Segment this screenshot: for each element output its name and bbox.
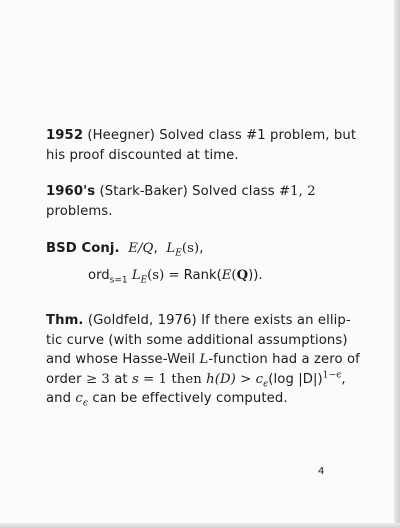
thm-line4-exp: 1−ϵ: [322, 370, 342, 381]
thm-line5-eps: ϵ: [82, 398, 89, 409]
thm-line4-log: (log |D|): [268, 371, 323, 387]
bsd-rank-E: E: [221, 268, 232, 283]
page-edge-right: [394, 0, 400, 528]
stark-baker-text: (Stark-Baker) Solved class: [95, 184, 279, 199]
bsd-conjecture-heading: BSD Conj. E/Q, $L_E(s)$,: [46, 241, 204, 259]
thm-line4-s: s: [131, 371, 139, 387]
bsd-ord-sub: s=1: [109, 275, 128, 286]
bsd-eq-lfunc: L: [131, 268, 141, 283]
year-1952: 1952: [46, 128, 84, 143]
thm-line4b: at: [109, 371, 132, 387]
thm-line4-end: ,: [341, 371, 346, 387]
bsd-eq-lfunc-sub: E: [140, 275, 148, 286]
class-numbers-math: #1, 2: [279, 184, 316, 199]
bsd-rank-Q: Q: [236, 268, 249, 283]
bsd-label: BSD Conj.: [46, 241, 120, 256]
bsd-ord: ord: [88, 268, 110, 283]
bsd-field: E/Q: [128, 241, 154, 256]
stark-baker-text-line2: problems.: [46, 203, 113, 219]
paragraph-stark-baker: [46, 182, 376, 221]
thm-line3b: -function had a zero of: [208, 352, 360, 367]
bsd-eq-sign: =: [164, 268, 184, 283]
heegner-text-line2: his proof discounted at time.: [46, 147, 239, 163]
heegner-text: (Heegner) Solved class #1 problem, but: [83, 128, 357, 143]
year-1960s: 1960's: [46, 184, 96, 199]
page-edge-bottom: [0, 523, 400, 528]
thm-line1: (Goldfeld, 1976) If there exists an ellip-: [83, 313, 351, 328]
bsd-equation: ord$_{s=1}$ $L_E(s)$ = Rank(E(Q)).: [88, 268, 263, 286]
thm-line4-ge: ≥ 3: [85, 371, 110, 387]
thm-line3-L: L: [199, 352, 209, 367]
thm-line5a: and: [46, 391, 76, 406]
thm-label: Thm.: [46, 313, 84, 328]
bsd-lfunction-arg: (s): [181, 241, 200, 256]
bsd-eq-arg: (s): [147, 268, 165, 283]
thm-line5b: can be effectively computed.: [88, 391, 288, 406]
thm-line2: tic curve (with some additional assumptions): [46, 332, 348, 348]
thm-line4c: = 1 then: [138, 371, 207, 387]
bsd-rank: Rank(: [183, 268, 222, 283]
paragraph-heegner: [46, 126, 376, 165]
page-number: 4: [318, 466, 325, 477]
thm-line3a: and whose Hasse-Weil: [46, 352, 200, 367]
thm-line4a: order: [46, 371, 86, 387]
thm-line4-h: h(D) > c: [206, 371, 264, 387]
bsd-lfunction-sub: E: [175, 248, 182, 259]
theorem-goldfeld: [46, 311, 376, 409]
bsd-rank-close: )).: [248, 268, 263, 283]
bsd-lfunction: L: [166, 241, 176, 256]
thm-line5-c: c: [75, 391, 83, 406]
thm-line4-eps: ϵ: [263, 379, 269, 390]
